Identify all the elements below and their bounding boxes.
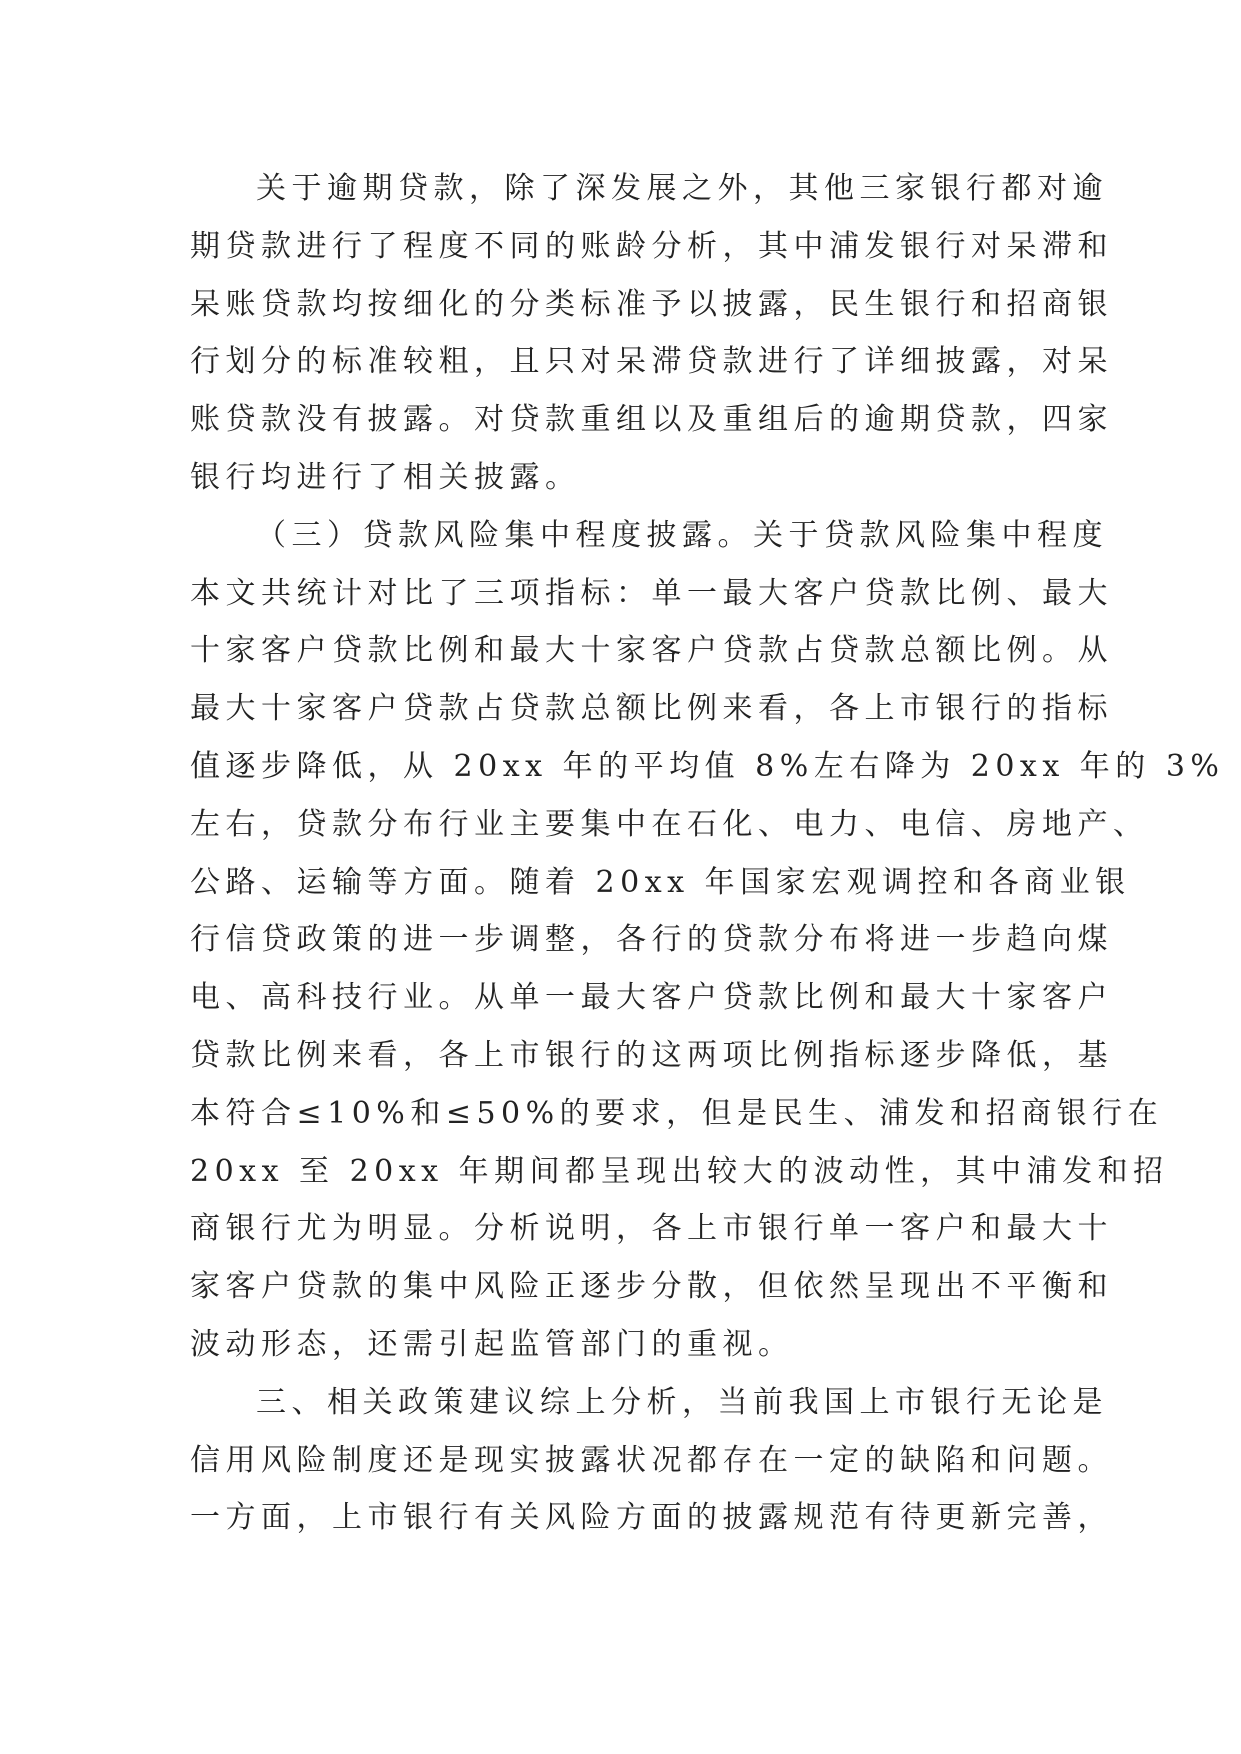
body-text xyxy=(190,160,1225,1547)
text-line-9: 十家客户贷款比例和最大十家客户贷款占贷款总额比例。从 xyxy=(190,633,1113,669)
text-line-10: 最大十家客户贷款占贷款总额比例来看，各上市银行的指标 xyxy=(190,691,1113,727)
text-line-14: 行信贷政策的进一步调整，各行的贷款分布将进一步趋向煤 xyxy=(190,922,1113,958)
text-line-5: 账贷款没有披露。对贷款重组以及重组后的逾期贷款，四家 xyxy=(190,402,1113,438)
text-line-8: 本文共统计对比了三项指标：单一最大客户贷款比例、最大 xyxy=(190,575,1113,611)
text-line-16: 贷款比例来看，各上市银行的这两项比例指标逐步降低，基 xyxy=(190,1037,1113,1073)
text-line-18: 20xx 至 20xx 年期间都呈现出较大的波动性，其中浦发和招 xyxy=(190,1153,1169,1189)
text-line-11: 值逐步降低，从 20xx 年的平均值 8%左右降为 20xx 年的 3% xyxy=(190,748,1225,784)
text-line-22: 三、相关政策建议综上分析，当前我国上市银行无论是 xyxy=(256,1384,1108,1420)
text-line-1: 关于逾期贷款，除了深发展之外，其他三家银行都对逾 xyxy=(256,171,1108,206)
text-line-13: 公路、运输等方面。随着 20xx 年国家宏观调控和各商业银 xyxy=(190,864,1131,900)
text-line-19: 商银行尤为明显。分析说明，各上市银行单一客户和最大十 xyxy=(190,1211,1113,1247)
text-line-24: 一方面，上市银行有关风险方面的披露规范有待更新完善， xyxy=(190,1500,1113,1536)
text-line-7: （三）贷款风险集中程度披露。关于贷款风险集中程度 xyxy=(256,517,1108,553)
text-line-23: 信用风险制度还是现实披露状况都存在一定的缺陷和问题。 xyxy=(190,1442,1113,1478)
text-line-15: 电、高科技行业。从单一最大客户贷款比例和最大十家客户 xyxy=(190,980,1113,1016)
text-line-17: 本符合≤10%和≤50%的要求，但是民生、浦发和招商银行在 xyxy=(190,1095,1164,1131)
text-line-2: 期贷款进行了程度不同的账龄分析，其中浦发银行对呆滞和 xyxy=(190,228,1113,264)
text-line-6: 银行均进行了相关披露。 xyxy=(190,459,581,495)
text-line-20: 家客户贷款的集中风险正逐步分散，但依然呈现出不平衡和 xyxy=(190,1269,1113,1305)
text-line-21: 波动形态，还需引起监管部门的重视。 xyxy=(190,1326,794,1362)
text-line-3: 呆账贷款均按细化的分类标准予以披露，民生银行和招商银 xyxy=(190,286,1113,322)
text-line-12: 左右，贷款分布行业主要集中在石化、电力、电信、房地产、 xyxy=(190,806,1149,842)
text-line-4: 行划分的标准较粗，且只对呆滞贷款进行了详细披露，对呆 xyxy=(190,344,1113,380)
